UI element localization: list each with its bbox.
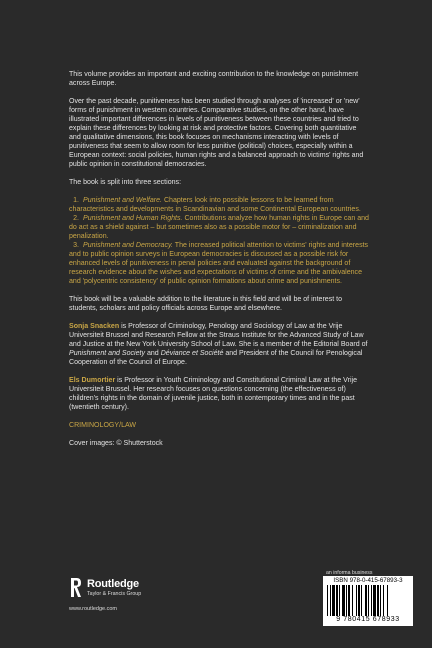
list-item: 1. Punishment and Welfare. Chapters look into possible lessons to be learned from characteristics and developments in Scandinavian and some Continental European countries. — [69, 197, 361, 213]
barcode-bars — [327, 585, 409, 616]
cover-credit: Cover images: © Shutterstock — [69, 440, 163, 447]
closing-paragraph: This book will be a valuable addition to the literature in this field and will be of interest to students, scholars and policy officials across Europe and elsewhere. — [69, 296, 343, 312]
isbn: ISBN 978-0-415-67893-3 — [333, 577, 403, 584]
barcode-number: 9 780415 678933 — [336, 616, 400, 623]
intro-paragraph: This volume provides an important and exciting contribution to the knowledge on punishment across Europe. — [69, 71, 359, 87]
blurb — [69, 70, 369, 448]
author-bio-2: Els Dumortier is Professor in Youth Criminology and Constitutional Criminal Law at the Vrije Universiteit Brussel. Her research focuses on questions concerning (the effectiveness of) children's rights in the domain of juvenile justice, both in contemporary times and in the past (twentieth century). — [69, 377, 358, 411]
description-paragraph: Over the past decade, punitiveness has been studied through analyses of 'increased' or 'new' forms of punishment in western countries. Comparative studies, on the other hand, have illustrated important differences in levels of punitiveness between these countries and tried to explain these differences by looking at risk and protective factors. Covering both quantitative and qualitative dimensions, this book focuses on mechanisms interacting with levels of punitiveness that seem to allow room for less punitive (political) choices, especially within a European context: social policies, human rights and a balanced approach to victims' rights and public opinion in constitutional democracies. — [69, 98, 364, 168]
sections-intro: The book is split into three sections: — [69, 179, 182, 186]
barcode — [323, 576, 413, 626]
publisher-group: Taylor & Francis Group — [87, 591, 142, 597]
list-item: 3. Punishment and Democracy. The increased political attention to victims' rights and interests and to public opinion surveys in European democracies is discussed as a possible risk for enhanced levels of punitiveness in penal policies and evaluated against the background of research evidence about the wishes and expectations of victims of crime and the ambivalence and 'polycentric consistency' of public opinion formations about crime and punishments. — [69, 242, 369, 285]
publisher-name: Routledge — [87, 578, 139, 590]
subject-category: CRIMINOLOGY/LAW — [69, 422, 137, 429]
publisher-url: www.routledge.com — [69, 606, 117, 612]
routledge-r-icon — [69, 577, 83, 599]
list-item: 2. Punishment and Human Rights. Contributions analyze how human rights in Europe can and do act as a shield against – but sometimes also as a possible motor for – criminalization and penalization. — [69, 215, 369, 240]
publisher-logo — [69, 576, 189, 616]
informa-label: an informa business — [326, 570, 373, 576]
sections-list — [69, 196, 369, 286]
author-bio-1: Sonja Snacken is Professor of Criminology, Penology and Sociology of Law at the Vrije Universiteit Brussel and Research Fellow at the Straus Institute for the Advanced Study of Law and Justice at the New York University School of Law. She is a member of the Editorial Board of Punishment and Society and Déviance et Société and President of the Council for Penological Cooperation of the Council of Europe. — [69, 323, 368, 366]
